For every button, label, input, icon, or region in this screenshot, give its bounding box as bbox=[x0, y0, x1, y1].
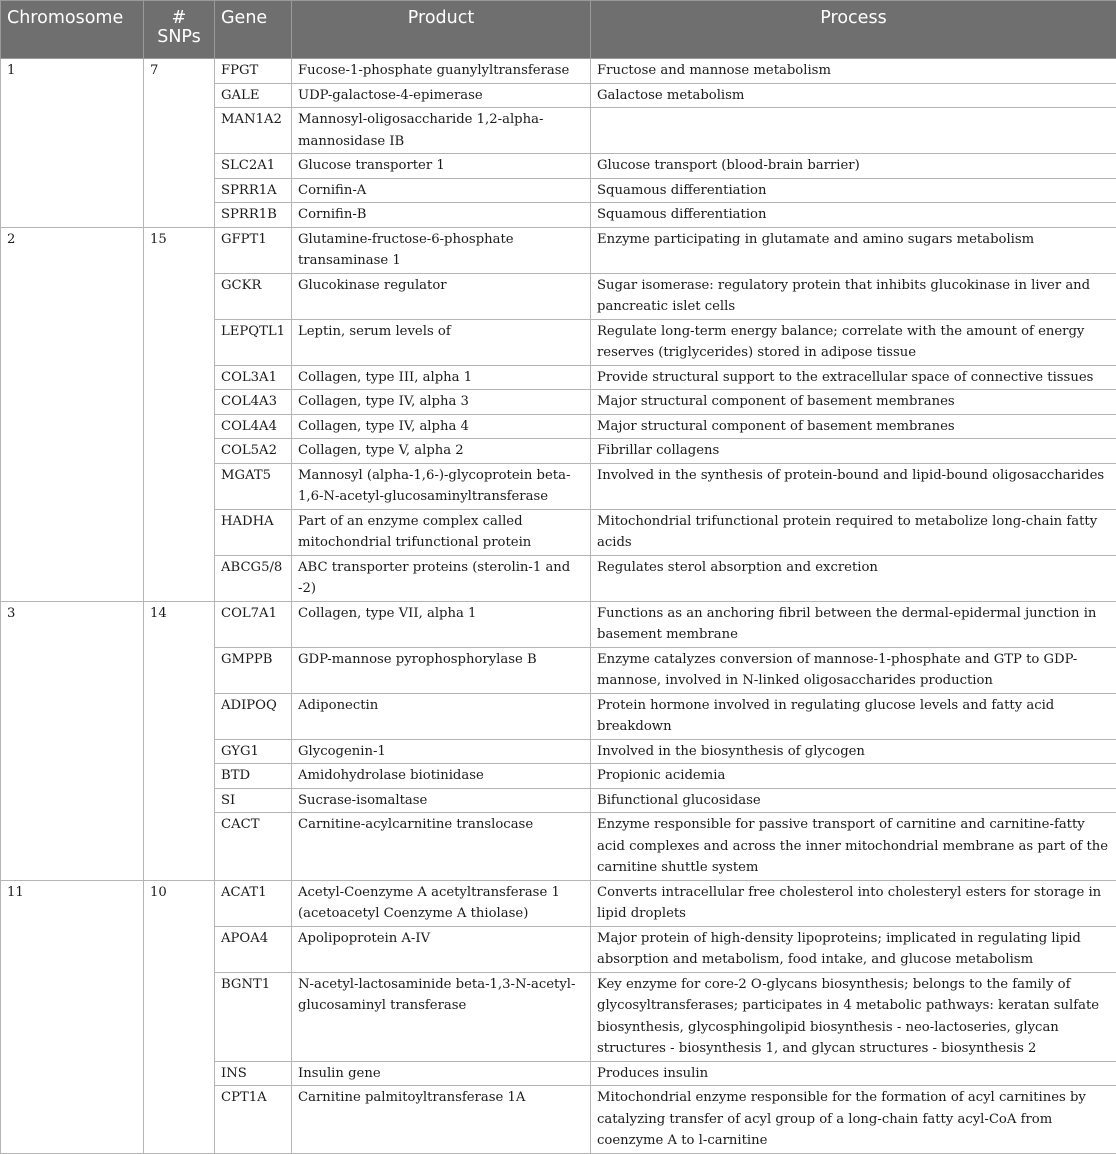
gene-cell: FPGT bbox=[215, 59, 292, 84]
product-cell: Amidohydrolase biotinidase bbox=[292, 764, 591, 789]
process-cell: Regulate long-term energy balance; correlate with the amount of energy reserves (triglycerides) stored in adipose tissue bbox=[591, 319, 1116, 365]
table-row bbox=[1, 880, 1116, 926]
table-row bbox=[1, 59, 1116, 84]
gene-cell: GFPT1 bbox=[215, 227, 292, 273]
gene-cell: HADHA bbox=[215, 509, 292, 555]
snps-cell: 10 bbox=[144, 880, 215, 1153]
gene-cell: BGNT1 bbox=[215, 972, 292, 1061]
process-cell: Functions as an anchoring fibril between the dermal-epidermal junction in basement membrane bbox=[591, 601, 1116, 647]
snps-cell: 14 bbox=[144, 601, 215, 880]
gene-cell: SPRR1A bbox=[215, 178, 292, 203]
process-cell: Key enzyme for core-2 O-glycans biosynthesis; belongs to the family of glycosyltransferases; participates in 4 metabolic pathways: keratan sulfate biosynthesis, glycosphingolipid biosynthesis - neo-lactoseries, glycan structures - biosynthesis 1, and glycan structures - biosynthesis 2 bbox=[591, 972, 1116, 1061]
product-cell: Mannosyl (alpha-1,6-)-glycoprotein beta-1,6-N-acetyl-glucosaminyltransferase bbox=[292, 463, 591, 509]
process-cell: Galactose metabolism bbox=[591, 83, 1116, 108]
gene-cell: COL4A3 bbox=[215, 390, 292, 415]
product-cell: Apolipoprotein A-IV bbox=[292, 926, 591, 972]
process-cell: Enzyme responsible for passive transport of carnitine and carnitine-fatty acid complexes and across the inner mitochondrial membrane as part of the carnitine shuttle system bbox=[591, 813, 1116, 881]
product-cell: Collagen, type VII, alpha 1 bbox=[292, 601, 591, 647]
gene-cell: ACAT1 bbox=[215, 880, 292, 926]
process-cell: Mitochondrial enzyme responsible for the formation of acyl carnitines by catalyzing transfer of acyl group of a long-chain fatty acyl-CoA from coenzyme A to l-carnitine bbox=[591, 1086, 1116, 1154]
gene-cell: ADIPOQ bbox=[215, 693, 292, 739]
process-cell: Major protein of high-density lipoproteins; implicated in regulating lipid absorption and metabolism, food intake, and glucose metabolism bbox=[591, 926, 1116, 972]
chromosome-cell: 1 bbox=[1, 59, 144, 228]
product-cell: Glycogenin-1 bbox=[292, 739, 591, 764]
gene-cell: MGAT5 bbox=[215, 463, 292, 509]
product-cell: Cornifin-B bbox=[292, 203, 591, 228]
process-cell: Sugar isomerase: regulatory protein that inhibits glucokinase in liver and pancreatic islet cells bbox=[591, 273, 1116, 319]
product-cell: Fucose-1-phosphate guanylyltransferase bbox=[292, 59, 591, 84]
table-row bbox=[1, 227, 1116, 273]
product-cell: Cornifin-A bbox=[292, 178, 591, 203]
header-snps: # SNPs bbox=[144, 1, 215, 59]
process-cell: Provide structural support to the extracellular space of connective tissues bbox=[591, 365, 1116, 390]
product-cell: N-acetyl-lactosaminide beta-1,3-N-acetyl-glucosaminyl transferase bbox=[292, 972, 591, 1061]
product-cell: Collagen, type V, alpha 2 bbox=[292, 439, 591, 464]
gene-cell: COL5A2 bbox=[215, 439, 292, 464]
gene-cell: SPRR1B bbox=[215, 203, 292, 228]
process-cell: Glucose transport (blood-brain barrier) bbox=[591, 154, 1116, 179]
product-cell: Sucrase-isomaltase bbox=[292, 788, 591, 813]
process-cell: Enzyme catalyzes conversion of mannose-1-phosphate and GTP to GDP-mannose, involved in N-linked oligosaccharides production bbox=[591, 647, 1116, 693]
gene-cell: GCKR bbox=[215, 273, 292, 319]
header-product: Product bbox=[292, 1, 591, 59]
table-row bbox=[1, 601, 1116, 647]
product-cell: Glucose transporter 1 bbox=[292, 154, 591, 179]
product-cell: Leptin, serum levels of bbox=[292, 319, 591, 365]
product-cell: Collagen, type IV, alpha 3 bbox=[292, 390, 591, 415]
process-cell: Involved in the synthesis of protein-bound and lipid-bound oligosaccharides bbox=[591, 463, 1116, 509]
gene-cell: APOA4 bbox=[215, 926, 292, 972]
product-cell: Collagen, type III, alpha 1 bbox=[292, 365, 591, 390]
table-header bbox=[1, 1, 1116, 59]
gene-cell: INS bbox=[215, 1061, 292, 1086]
process-cell: Converts intracellular free cholesterol into cholesteryl esters for storage in lipid droplets bbox=[591, 880, 1116, 926]
product-cell: Glucokinase regulator bbox=[292, 273, 591, 319]
product-cell: Collagen, type IV, alpha 4 bbox=[292, 414, 591, 439]
gene-cell: GALE bbox=[215, 83, 292, 108]
snps-cell: 7 bbox=[144, 59, 215, 228]
product-cell: UDP-galactose-4-epimerase bbox=[292, 83, 591, 108]
gene-cell: SLC2A1 bbox=[215, 154, 292, 179]
process-cell: Major structural component of basement membranes bbox=[591, 390, 1116, 415]
chromosome-cell: 2 bbox=[1, 227, 144, 601]
header-chromosome: Chromosome bbox=[1, 1, 144, 59]
process-cell: Bifunctional glucosidase bbox=[591, 788, 1116, 813]
header-gene: Gene bbox=[215, 1, 292, 59]
process-cell: Enzyme participating in glutamate and amino sugars metabolism bbox=[591, 227, 1116, 273]
process-cell: Protein hormone involved in regulating glucose levels and fatty acid breakdown bbox=[591, 693, 1116, 739]
process-cell: Propionic acidemia bbox=[591, 764, 1116, 789]
product-cell: Acetyl-Coenzyme A acetyltransferase 1 (acetoacetyl Coenzyme A thiolase) bbox=[292, 880, 591, 926]
gene-cell: GMPPB bbox=[215, 647, 292, 693]
gene-cell: COL7A1 bbox=[215, 601, 292, 647]
product-cell: Mannosyl-oligosaccharide 1,2-alpha-mannosidase IB bbox=[292, 108, 591, 154]
product-cell: Glutamine-fructose-6-phosphate transaminase 1 bbox=[292, 227, 591, 273]
header-process: Process bbox=[591, 1, 1116, 59]
process-cell: Fructose and mannose metabolism bbox=[591, 59, 1116, 84]
gene-cell: COL3A1 bbox=[215, 365, 292, 390]
gene-cell: ABCG5/8 bbox=[215, 555, 292, 601]
product-cell: GDP-mannose pyrophosphorylase B bbox=[292, 647, 591, 693]
product-cell: Carnitine-acylcarnitine translocase bbox=[292, 813, 591, 881]
product-cell: Carnitine palmitoyltransferase 1A bbox=[292, 1086, 591, 1154]
gene-cell: GYG1 bbox=[215, 739, 292, 764]
product-cell: Insulin gene bbox=[292, 1061, 591, 1086]
process-cell: Involved in the biosynthesis of glycogen bbox=[591, 739, 1116, 764]
process-cell: Regulates sterol absorption and excretion bbox=[591, 555, 1116, 601]
product-cell: Adiponectin bbox=[292, 693, 591, 739]
gene-cell: BTD bbox=[215, 764, 292, 789]
product-cell: ABC transporter proteins (sterolin-1 and -2) bbox=[292, 555, 591, 601]
process-cell: Major structural component of basement membranes bbox=[591, 414, 1116, 439]
process-cell: Produces insulin bbox=[591, 1061, 1116, 1086]
header-row bbox=[1, 1, 1116, 59]
chromosome-cell: 11 bbox=[1, 880, 144, 1153]
gene-cell: LEPQTL1 bbox=[215, 319, 292, 365]
gene-cell: CACT bbox=[215, 813, 292, 881]
table-body bbox=[1, 59, 1116, 1154]
process-cell: Mitochondrial trifunctional protein required to metabolize long-chain fatty acids bbox=[591, 509, 1116, 555]
gene-cell: MAN1A2 bbox=[215, 108, 292, 154]
gene-cell: SI bbox=[215, 788, 292, 813]
chromosome-cell: 3 bbox=[1, 601, 144, 880]
gene-cell: COL4A4 bbox=[215, 414, 292, 439]
snps-cell: 15 bbox=[144, 227, 215, 601]
process-cell bbox=[591, 108, 1116, 154]
gene-cell: CPT1A bbox=[215, 1086, 292, 1154]
product-cell: Part of an enzyme complex called mitochondrial trifunctional protein bbox=[292, 509, 591, 555]
process-cell: Fibrillar collagens bbox=[591, 439, 1116, 464]
process-cell: Squamous differentiation bbox=[591, 178, 1116, 203]
process-cell: Squamous differentiation bbox=[591, 203, 1116, 228]
